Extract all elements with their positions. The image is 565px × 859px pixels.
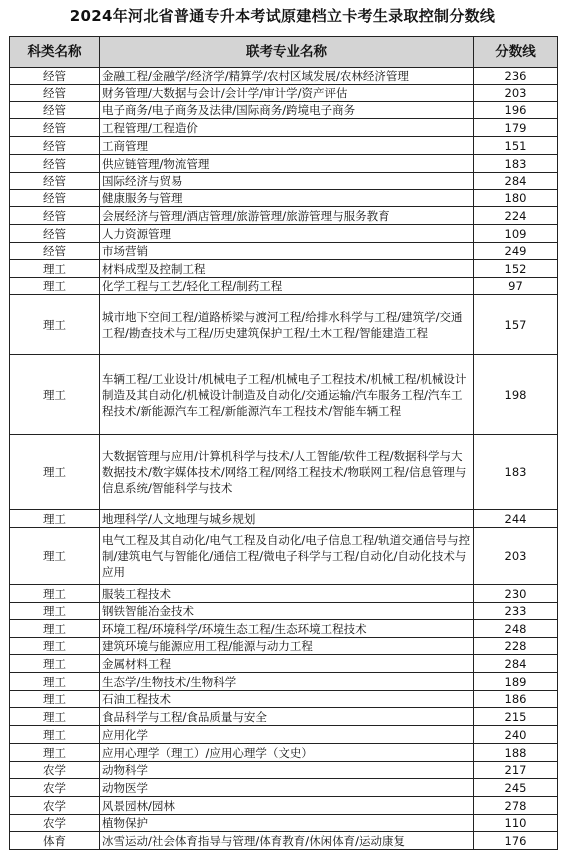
cell-category: 经管 bbox=[10, 68, 100, 85]
cell-category: 经管 bbox=[10, 173, 100, 190]
cell-score: 217 bbox=[474, 762, 558, 779]
column-header-category: 科类名称 bbox=[10, 37, 100, 68]
cell-category: 经管 bbox=[10, 190, 100, 207]
score-table bbox=[9, 36, 558, 850]
cell-major: 动物科学 bbox=[100, 762, 474, 779]
cell-score: 110 bbox=[474, 815, 558, 832]
cell-score: 224 bbox=[474, 207, 558, 225]
column-header-score: 分数线 bbox=[474, 37, 558, 68]
table-row bbox=[10, 102, 558, 119]
cell-major: 食品科学与工程/食品质量与安全 bbox=[100, 708, 474, 726]
table-row bbox=[10, 155, 558, 173]
cell-score: 284 bbox=[474, 655, 558, 673]
cell-score: 179 bbox=[474, 119, 558, 137]
table-row bbox=[10, 585, 558, 603]
cell-major: 供应链管理/物流管理 bbox=[100, 155, 474, 173]
table-row bbox=[10, 673, 558, 691]
cell-major: 金融工程/金融学/经济学/精算学/农村区域发展/农林经济管理 bbox=[100, 68, 474, 85]
cell-score: 248 bbox=[474, 620, 558, 638]
table-row bbox=[10, 295, 558, 355]
cell-major: 生态学/生物技术/生物科学 bbox=[100, 673, 474, 691]
table-header-row bbox=[10, 37, 558, 68]
cell-category: 理工 bbox=[10, 528, 100, 585]
cell-major: 电气工程及其自动化/电气工程及自动化/电子信息工程/轨道交通信号与控制/建筑电气与智能化/通信工程/微电子科学与工程/自动化/自动化技术与应用 bbox=[100, 528, 474, 585]
cell-score: 157 bbox=[474, 295, 558, 355]
cell-major: 石油工程技术 bbox=[100, 691, 474, 708]
cell-category: 理工 bbox=[10, 510, 100, 528]
table-row bbox=[10, 655, 558, 673]
cell-major: 服装工程技术 bbox=[100, 585, 474, 603]
cell-score: 278 bbox=[474, 797, 558, 815]
cell-category: 理工 bbox=[10, 708, 100, 726]
cell-category: 理工 bbox=[10, 278, 100, 295]
cell-major: 应用化学 bbox=[100, 726, 474, 744]
table-row bbox=[10, 762, 558, 779]
cell-score: 230 bbox=[474, 585, 558, 603]
table-body bbox=[10, 68, 558, 850]
cell-category: 经管 bbox=[10, 155, 100, 173]
table-row bbox=[10, 243, 558, 260]
cell-category: 农学 bbox=[10, 815, 100, 832]
cell-major: 冰雪运动/社会体育指导与管理/体育教育/休闲体育/运动康复 bbox=[100, 832, 474, 850]
cell-major: 人力资源管理 bbox=[100, 225, 474, 243]
cell-category: 经管 bbox=[10, 225, 100, 243]
table-row bbox=[10, 603, 558, 620]
table-row bbox=[10, 797, 558, 815]
cell-major: 市场营销 bbox=[100, 243, 474, 260]
cell-category: 经管 bbox=[10, 119, 100, 137]
cell-major: 会展经济与管理/酒店管理/旅游管理/旅游管理与服务教育 bbox=[100, 207, 474, 225]
cell-score: 203 bbox=[474, 528, 558, 585]
cell-score: 176 bbox=[474, 832, 558, 850]
table-row bbox=[10, 726, 558, 744]
cell-score: 203 bbox=[474, 85, 558, 102]
cell-score: 236 bbox=[474, 68, 558, 85]
table-row bbox=[10, 435, 558, 510]
column-header-major: 联考专业名称 bbox=[100, 37, 474, 68]
table-row bbox=[10, 832, 558, 850]
cell-major: 工程管理/工程造价 bbox=[100, 119, 474, 137]
cell-category: 理工 bbox=[10, 655, 100, 673]
cell-major: 建筑环境与能源应用工程/能源与动力工程 bbox=[100, 638, 474, 655]
cell-score: 152 bbox=[474, 260, 558, 278]
cell-score: 244 bbox=[474, 510, 558, 528]
cell-major: 金属材料工程 bbox=[100, 655, 474, 673]
cell-category: 理工 bbox=[10, 435, 100, 510]
cell-major: 应用心理学（理工）/应用心理学（文史） bbox=[100, 744, 474, 762]
table-row bbox=[10, 815, 558, 832]
cell-category: 理工 bbox=[10, 691, 100, 708]
cell-score: 97 bbox=[474, 278, 558, 295]
cell-category: 理工 bbox=[10, 260, 100, 278]
cell-major: 电子商务/电子商务及法律/国际商务/跨境电子商务 bbox=[100, 102, 474, 119]
cell-major: 风景园林/园林 bbox=[100, 797, 474, 815]
cell-major: 工商管理 bbox=[100, 137, 474, 155]
table-row bbox=[10, 691, 558, 708]
cell-category: 理工 bbox=[10, 726, 100, 744]
cell-major: 地理科学/人文地理与城乡规划 bbox=[100, 510, 474, 528]
cell-category: 理工 bbox=[10, 355, 100, 435]
table-row bbox=[10, 85, 558, 102]
table-row bbox=[10, 207, 558, 225]
cell-category: 理工 bbox=[10, 603, 100, 620]
cell-score: 249 bbox=[474, 243, 558, 260]
table-row bbox=[10, 173, 558, 190]
cell-score: 233 bbox=[474, 603, 558, 620]
cell-category: 经管 bbox=[10, 207, 100, 225]
table-row bbox=[10, 620, 558, 638]
cell-score: 109 bbox=[474, 225, 558, 243]
cell-score: 198 bbox=[474, 355, 558, 435]
cell-score: 196 bbox=[474, 102, 558, 119]
cell-major: 植物保护 bbox=[100, 815, 474, 832]
table-row bbox=[10, 708, 558, 726]
page-title: 2024年河北省普通专升本考试原建档立卡考生录取控制分数线 bbox=[69, 7, 496, 25]
cell-major: 动物医学 bbox=[100, 779, 474, 797]
cell-score: 240 bbox=[474, 726, 558, 744]
cell-category: 经管 bbox=[10, 243, 100, 260]
cell-category: 农学 bbox=[10, 762, 100, 779]
table-row bbox=[10, 510, 558, 528]
cell-score: 183 bbox=[474, 435, 558, 510]
table-row bbox=[10, 528, 558, 585]
table-row bbox=[10, 190, 558, 207]
cell-major: 化学工程与工艺/轻化工程/制药工程 bbox=[100, 278, 474, 295]
cell-major: 国际经济与贸易 bbox=[100, 173, 474, 190]
table-row bbox=[10, 137, 558, 155]
cell-major: 财务管理/大数据与会计/会计学/审计学/资产评估 bbox=[100, 85, 474, 102]
cell-score: 186 bbox=[474, 691, 558, 708]
cell-category: 农学 bbox=[10, 797, 100, 815]
cell-score: 284 bbox=[474, 173, 558, 190]
cell-category: 经管 bbox=[10, 85, 100, 102]
cell-score: 151 bbox=[474, 137, 558, 155]
table-row bbox=[10, 355, 558, 435]
table-row bbox=[10, 119, 558, 137]
cell-score: 245 bbox=[474, 779, 558, 797]
cell-category: 体育 bbox=[10, 832, 100, 850]
cell-category: 理工 bbox=[10, 295, 100, 355]
cell-major: 钢铁智能冶金技术 bbox=[100, 603, 474, 620]
table-row bbox=[10, 744, 558, 762]
table-row bbox=[10, 779, 558, 797]
cell-major: 环境工程/环境科学/环境生态工程/生态环境工程技术 bbox=[100, 620, 474, 638]
table-row bbox=[10, 68, 558, 85]
cell-category: 经管 bbox=[10, 137, 100, 155]
cell-major: 城市地下空间工程/道路桥梁与渡河工程/给排水科学与工程/建筑学/交通工程/勘查技术与工程/历史建筑保护工程/土木工程/智能建造工程 bbox=[100, 295, 474, 355]
table-row bbox=[10, 278, 558, 295]
cell-category: 理工 bbox=[10, 744, 100, 762]
cell-category: 理工 bbox=[10, 638, 100, 655]
cell-score: 180 bbox=[474, 190, 558, 207]
table-row bbox=[10, 260, 558, 278]
cell-score: 215 bbox=[474, 708, 558, 726]
table-row bbox=[10, 225, 558, 243]
cell-major: 车辆工程/工业设计/机械电子工程/机械电子工程技术/机械工程/机械设计制造及其自动化/机械设计制造及自动化/交通运输/汽车服务工程/汽车工程技术/新能源汽车工程/新能源汽车工程技术/智能车辆工程 bbox=[100, 355, 474, 435]
cell-major: 健康服务与管理 bbox=[100, 190, 474, 207]
cell-major: 大数据管理与应用/计算机科学与技术/人工智能/软件工程/数据科学与大数据技术/数字媒体技术/网络工程/网络工程技术/物联网工程/信息管理与信息系统/智能科学与技术 bbox=[100, 435, 474, 510]
cell-category: 理工 bbox=[10, 585, 100, 603]
cell-category: 理工 bbox=[10, 620, 100, 638]
cell-score: 189 bbox=[474, 673, 558, 691]
cell-category: 经管 bbox=[10, 102, 100, 119]
cell-score: 228 bbox=[474, 638, 558, 655]
cell-major: 材料成型及控制工程 bbox=[100, 260, 474, 278]
table-row bbox=[10, 638, 558, 655]
cell-score: 188 bbox=[474, 744, 558, 762]
cell-score: 183 bbox=[474, 155, 558, 173]
cell-category: 理工 bbox=[10, 673, 100, 691]
cell-category: 农学 bbox=[10, 779, 100, 797]
